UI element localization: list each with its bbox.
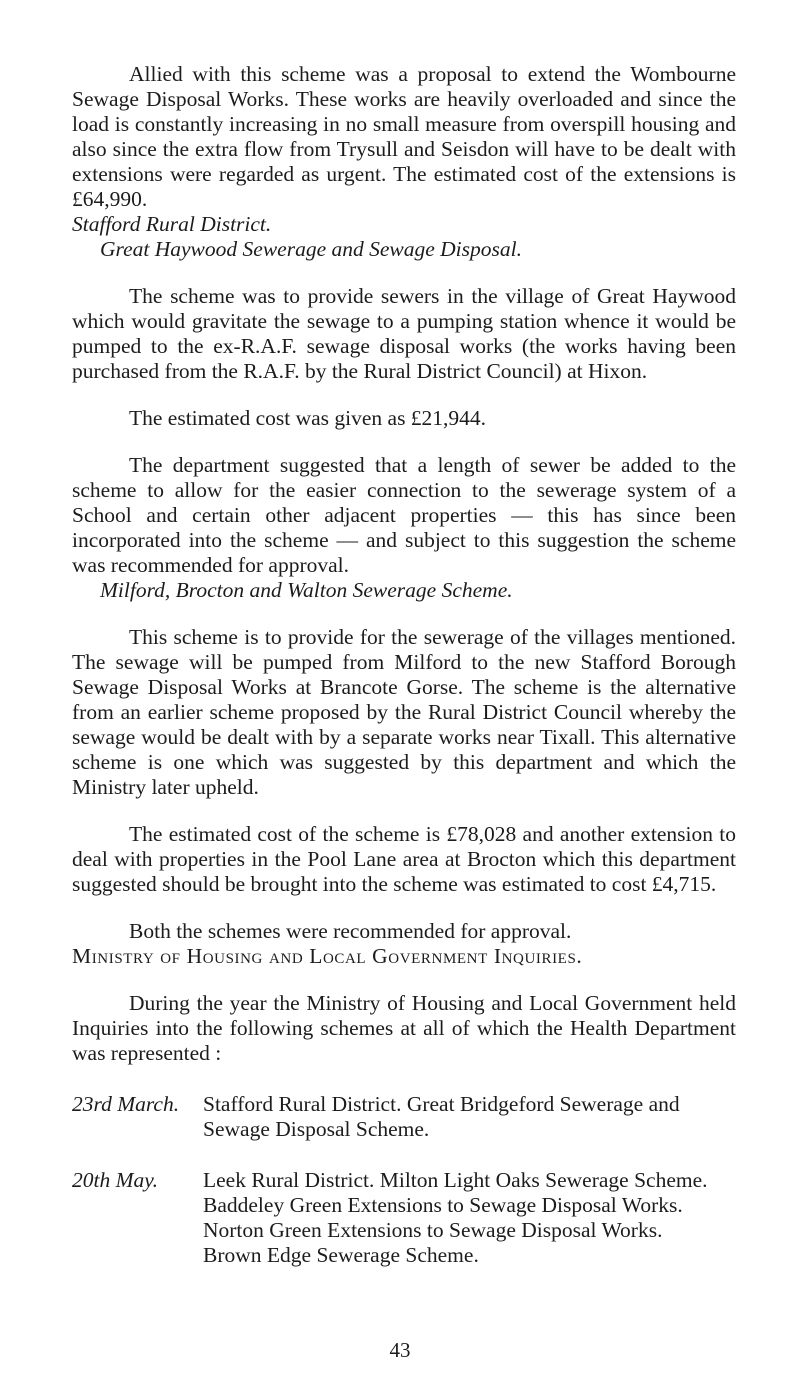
inquiry-entry [72, 1092, 736, 1142]
paragraph-ministry-inquiries: During the year the Ministry of Housing and Local Government held Inquiries into the following schemes at all of which the Health Department was represented : [72, 991, 736, 1065]
inquiry-line: Baddeley Green Extensions to Sewage Disposal Works. [203, 1193, 683, 1217]
section-heading-stafford-rural-district: Stafford Rural District. [72, 212, 272, 236]
paragraph-wombourne-extension: Allied with this scheme was a proposal to extend the Wombourne Sewage Disposal Works. These works are heavily overloaded and since the load is constantly increasing in no small measure from overspill housing and also since the extra flow from Trysull and Seisdon will have to be dealt with extensions were regarded as urgent. The estimated cost of the extensions is £64,990. [72, 62, 736, 211]
inquiry-line: Brown Edge Sewerage Scheme. [203, 1243, 479, 1267]
paragraph-haywood-suggestion: The department suggested that a length of sewer be added to the scheme to allow for the easier connection to the sewerage system of a School and certain other adjacent properties — this has since been incorporated into the scheme — and subject to this suggestion the scheme was recommended for approval. [72, 453, 736, 577]
inquiry-date: 20th May. [72, 1168, 158, 1192]
paragraph-haywood-cost: The estimated cost was given as £21,944. [129, 406, 487, 430]
paragraph-milford-cost: The estimated cost of the scheme is £78,028 and another extension to deal with properties in the Pool Lane area at Brocton which this department suggested should be brought into the scheme was estimated to cost £4,715. [72, 822, 736, 896]
paragraph-haywood-scheme: The scheme was to provide sewers in the village of Great Haywood which would gravitate the sewage to a pumping station whence it would be pumped to the ex-R.A.F. sewage disposal works (the works having been purchased from the R.A.F. by the Rural District Council) at Hixon. [72, 284, 736, 383]
inquiry-line: Norton Green Extensions to Sewage Disposal Works. [203, 1218, 663, 1242]
inquiry-date: 23rd March. [72, 1092, 180, 1116]
inquiry-details [203, 1092, 736, 1142]
inquiry-line: Leek Rural District. Milton Light Oaks Sewerage Scheme. [203, 1168, 708, 1192]
inquiry-details [203, 1168, 736, 1268]
page-number: 43 [389, 1338, 411, 1362]
paragraph-milford-approval: Both the schemes were recommended for approval. [129, 919, 572, 943]
subheading-great-haywood: Great Haywood Sewerage and Sewage Disposal. [100, 237, 522, 261]
paragraph-milford-scheme: This scheme is to provide for the sewerage of the villages mentioned. The sewage will be pumped from Milford to the new Stafford Borough Sewage Disposal Works at Brancote Gorse. The scheme is the alternative from an earlier scheme proposed by the Rural District Council whereby the sewage would be dealt with by a separate works near Tixall. This alternative scheme is one which was suggested by this department and which the Ministry later upheld. [72, 625, 736, 799]
inquiry-entry [72, 1168, 736, 1268]
section-heading-ministry-inquiries: Ministry of Housing and Local Government Inquiries. [72, 944, 583, 968]
subheading-milford-brocton-walton: Milford, Brocton and Walton Sewerage Scheme. [100, 578, 513, 602]
inquiry-line: Stafford Rural District. Great Bridgeford Sewerage and Sewage Disposal Scheme. [203, 1092, 680, 1141]
